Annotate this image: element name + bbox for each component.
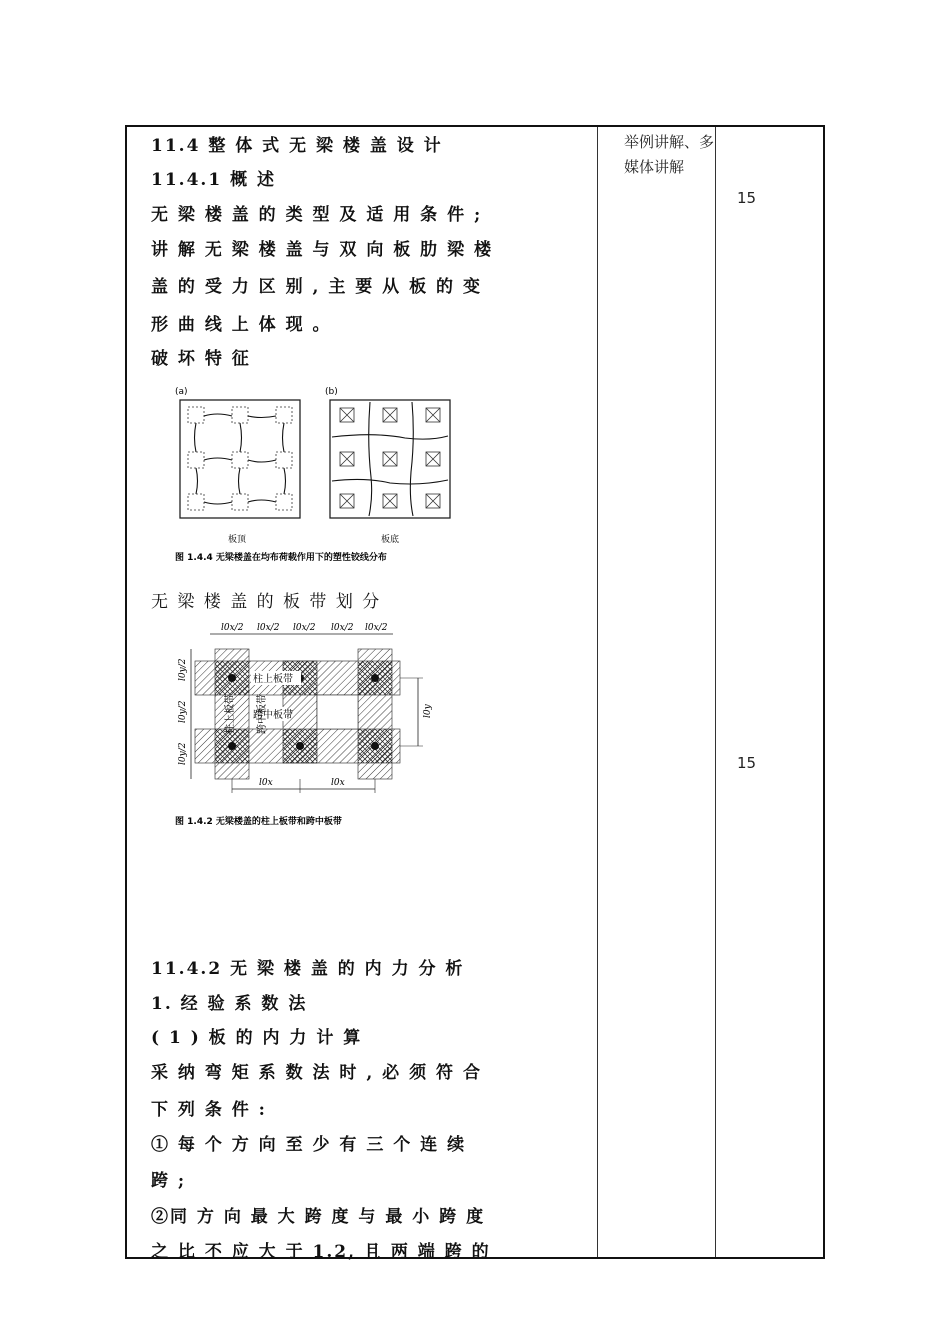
middle-strip-label: 跨中板带 xyxy=(253,710,293,721)
dim-label: l0y/2 xyxy=(178,658,188,681)
text-line: 无 梁 楼 盖 的 板 带 划 分 xyxy=(151,592,382,612)
column-strip-label-vertical: 柱上板带 xyxy=(225,694,236,734)
time-allocation: 15 xyxy=(737,754,757,772)
figure-caption: 图 1.4.2 无梁楼盖的柱上板带和跨中板带 xyxy=(175,817,342,827)
lesson-table xyxy=(125,125,825,1262)
text-line: ① 每 个 方 向 至 少 有 三 个 连 续 xyxy=(151,1135,467,1155)
column-divider-1 xyxy=(597,127,598,1257)
text-line: 形 曲 线 上 体 现 。 xyxy=(151,315,332,335)
dim-label: l0y/2 xyxy=(178,700,188,723)
dim-label: l0x xyxy=(259,778,273,788)
dim-label: l0x xyxy=(331,778,345,788)
teaching-method: 举例讲解、多媒体讲解 xyxy=(624,133,715,176)
subsection-heading: 11.4.2 无 梁 楼 盖 的 内 力 分 析 xyxy=(151,959,465,979)
figure-sublabel-a: 板顶 xyxy=(227,535,247,545)
time-allocation: 15 xyxy=(737,189,757,207)
dim-label: l0x/2 xyxy=(293,623,316,633)
text-line: 之 比 不 应 大 于 1.2, 且 两 端 跨 的 xyxy=(151,1242,491,1262)
figure-label-a: (a) xyxy=(175,387,188,397)
middle-strip-label-vertical: 跨中板带 xyxy=(257,694,268,734)
text-line: 破 坏 特 征 xyxy=(151,349,251,369)
dim-label: l0y/2 xyxy=(178,742,188,765)
figure-sublabel-b: 板底 xyxy=(380,535,400,545)
dim-label: l0y xyxy=(423,704,433,718)
dim-label: l0x/2 xyxy=(331,623,354,633)
text-line: 讲 解 无 梁 楼 盖 与 双 向 板 肋 梁 楼 xyxy=(151,240,494,260)
text-line: 无 梁 楼 盖 的 类 型 及 适 用 条 件 ; xyxy=(151,205,483,225)
strip-division-figure xyxy=(165,619,465,834)
text-line: 1. 经 验 系 数 法 xyxy=(151,994,308,1014)
text-line: ( 1 ) 板 的 内 力 计 算 xyxy=(151,1028,363,1048)
figure-label-b: (b) xyxy=(325,387,338,397)
dim-label: l0x/2 xyxy=(257,623,280,633)
column-strip-label: 柱上板带 xyxy=(253,674,293,685)
subsection-heading: 11.4.1 概 述 xyxy=(151,170,276,190)
dim-label: l0x/2 xyxy=(221,623,244,633)
hinge-line-figure xyxy=(175,382,475,562)
text-line: 采 纳 弯 矩 系 数 法 时 , 必 须 符 合 xyxy=(151,1063,482,1083)
figure-caption: 图 1.4.4 无梁楼盖在均布荷载作用下的塑性铰线分布 xyxy=(175,553,387,562)
text-line: 下 列 条 件 : xyxy=(151,1100,267,1120)
text-line: 盖 的 受 力 区 别 , 主 要 从 板 的 变 xyxy=(151,277,482,297)
dim-label: l0x/2 xyxy=(365,623,388,633)
text-line: 跨 ; xyxy=(151,1171,187,1191)
section-heading: 11.4 整 体 式 无 梁 楼 盖 设 计 xyxy=(151,136,443,156)
text-line: ②同 方 向 最 大 跨 度 与 最 小 跨 度 xyxy=(151,1207,486,1227)
column-divider-2 xyxy=(715,127,716,1257)
